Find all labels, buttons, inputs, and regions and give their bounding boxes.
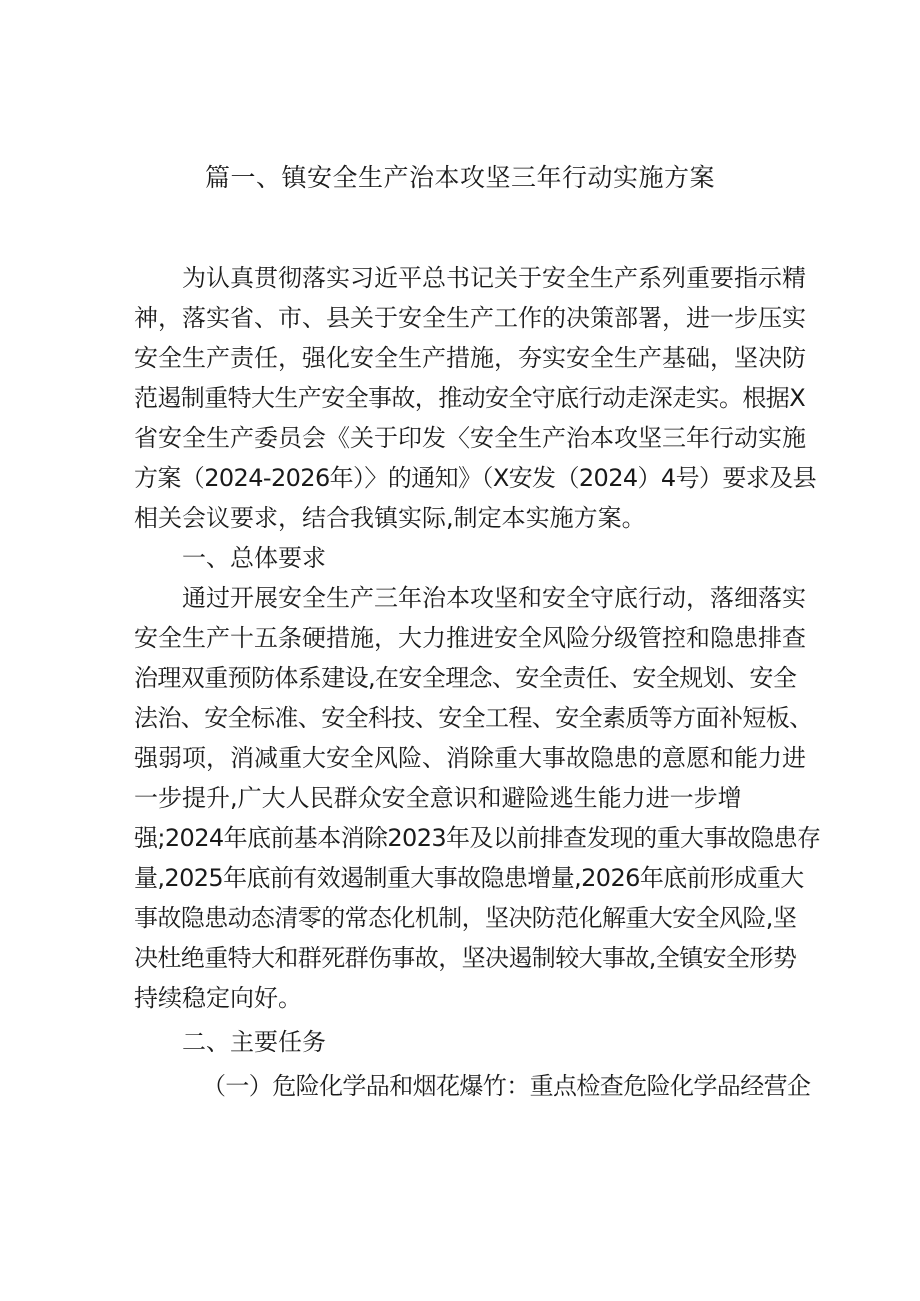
paragraph-line: 量,2025年底前有效遏制重大事故隐患增量,2026年底前形成重大: [134, 864, 804, 892]
paragraph-line: 治理双重预防体系建设,在安全理念、安全责任、安全规划、安全: [134, 664, 797, 692]
section-heading: 二、主要任务: [182, 1028, 326, 1056]
paragraph-line: 决杜绝重特大和群死群伤事故，坚决遏制较大事故,全镇安全形势: [134, 944, 797, 972]
paragraph-line: 安全生产十五条硬措施，大力推进安全风险分级管控和隐患排查: [134, 624, 806, 652]
paragraph-line: 法治、安全标准、安全科技、安全工程、安全素质等方面补短板、: [134, 704, 813, 732]
paragraph-line: 通过开展安全生产三年治本攻坚和安全守底行动，落细落实: [182, 584, 806, 612]
paragraph-line: 省安全生产委员会《关于印发〈安全生产治本攻坚三年行动实施: [134, 424, 806, 452]
paragraph-line: 相关会议要求，结合我镇实际,制定本实施方案。: [134, 504, 646, 532]
paragraph-line: 一步提升,广大人民群众安全意识和避险逃生能力进一步增: [134, 784, 742, 812]
paragraph-line: 为认真贯彻落实习近平总书记关于安全生产系列重要指示精: [182, 264, 806, 292]
paragraph-line: 强弱项，消减重大安全风险、消除重大事故隐患的意愿和能力进: [134, 744, 806, 772]
paragraph-line: 神，落实省、市、县关于安全生产工作的决策部署，进一步压实: [134, 304, 806, 332]
paragraph-line: 事故隐患动态清零的常态化机制，坚决防范化解重大安全风险,坚: [134, 904, 797, 932]
paragraph-line: 持续稳定向好。: [134, 984, 302, 1012]
section-heading: 一、总体要求: [182, 544, 326, 572]
paragraph-line: 方案（2024-2026年）〉的通知》（X安发（2024）4号）要求及县: [134, 464, 817, 492]
document-title: 篇一、镇安全生产治本攻坚三年行动实施方案: [204, 163, 715, 192]
paragraph-line: 强;2024年底前基本消除2023年及以前排查发现的重大事故隐患存: [134, 824, 821, 852]
document-body: [134, 258, 821, 1106]
subsection-line: （一）危险化学品和烟花爆竹：重点检查危险化学品经营企: [202, 1072, 811, 1100]
paragraph-line: 安全生产责任，强化安全生产措施，夯实安全生产基础，坚决防: [134, 344, 806, 372]
paragraph-line: 范遏制重特大生产安全事故，推动安全守底行动走深走实。根据X: [134, 384, 806, 412]
